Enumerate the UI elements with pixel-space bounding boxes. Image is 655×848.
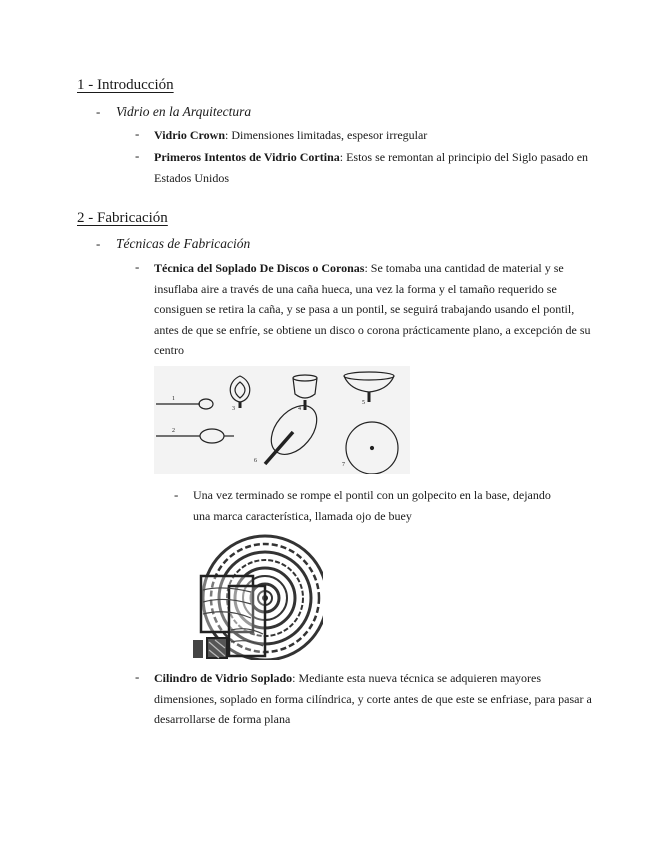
subheading-vidrio-arquitectura: Vidrio en la Arquitectura (116, 104, 252, 119)
section-heading-fabricacion: 2 - Fabricación (77, 210, 168, 226)
item-term: Vidrio Crown (154, 128, 226, 142)
item-vidrio-crown (154, 125, 594, 146)
bullet-dash: - (174, 487, 179, 502)
step-label: 2 (172, 428, 175, 434)
bullet-dash: - (135, 259, 140, 274)
bullseye-7 (371, 447, 374, 450)
step-label: 3 (232, 406, 235, 412)
small-pane (193, 640, 203, 658)
diagram-background (154, 366, 410, 474)
item-term: Técnica del Soplado De Discos o Coronas (154, 261, 365, 275)
step-label: 6 (254, 458, 257, 464)
bullet-dash: - (135, 148, 140, 163)
bullet-dash: - (135, 669, 140, 684)
step-label: 7 (342, 462, 345, 468)
section-heading-introduccion: 1 - Introducción (77, 77, 174, 93)
bullseye-glass-image (193, 530, 323, 660)
item-text: : Mediante esta nueva técnica se adquieren mayores dimensiones, soplado en forma cilíndrica, y corte antes de que este se enfriase, para pasar a desarrollarse de forma plana (154, 671, 592, 726)
item-ojo-de-buey (193, 485, 553, 526)
item-term: Primeros Intentos de Vidrio Cortina (154, 150, 340, 164)
item-cilindro-soplado (154, 668, 594, 730)
step-label: 4 (298, 406, 301, 412)
bullet-dash: - (96, 104, 101, 119)
item-text: : Estos se remontan al principio del Siglo pasado en Estados Unidos (154, 150, 589, 185)
crown-glass-process-diagram (154, 366, 410, 474)
subheading-tecnicas-fabricacion: Técnicas de Fabricación (116, 236, 251, 251)
step-label: 1 (172, 396, 175, 402)
item-term: Cilindro de Vidrio Soplado (154, 671, 293, 685)
item-text: : Dimensiones limitadas, espesor irregular (225, 128, 428, 142)
item-text: Una vez terminado se rompe el pontil con un golpecito en la base, dejando una marca característica, llamada ojo de buey (193, 488, 551, 523)
item-text: : Se tomaba una cantidad de material y se insuflaba aire a través de una caña hueca, una vez la forma y el tamaño requerido se consiguen se retira la caña, y se pasa a un pontil, se seguirá trabajando usando el pontil, antes de que se enfríe, se obtiene un disco o corona prácticamente plano, a excepción de su centro (154, 261, 591, 357)
bullet-dash: - (135, 126, 140, 141)
item-vidrio-cortina (154, 147, 594, 188)
cut-pane (229, 586, 265, 656)
step-label: 5 (362, 400, 365, 406)
item-soplado-discos (154, 258, 594, 361)
bullet-dash: - (96, 236, 101, 251)
